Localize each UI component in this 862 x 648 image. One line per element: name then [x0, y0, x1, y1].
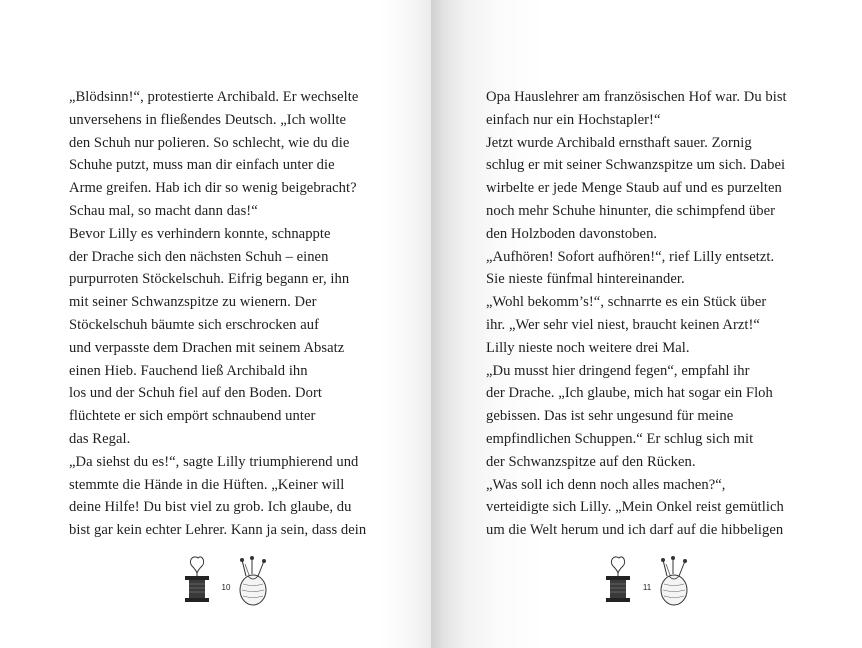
text-line: „Du musst hier dringend fegen“, empfahl ihr — [486, 362, 750, 379]
text-line: Schau mal, so macht dann das!“ — [69, 202, 258, 219]
text-line: „Blödsinn!“, protestierte Archibald. Er wechselte — [69, 89, 359, 105]
text-line: unversehens in fließendes Deutsch. „Ich wollte — [69, 111, 347, 128]
text-line: der Schwanzspitze auf den Rücken. — [486, 453, 696, 470]
text-line: Arme greifen. Hab ich dir so wenig beigebracht? — [69, 180, 357, 197]
left-page-text — [69, 86, 369, 542]
text-line: Stöckelschuh bäumte sich erschrocken auf — [69, 316, 320, 333]
text-line: wirbelte er jede Menge Staub auf und es purzelten — [486, 180, 782, 197]
page-number: 10 — [221, 583, 231, 592]
thread-spool-icon — [603, 556, 633, 606]
text-line: mit seiner Schwanzspitze zu wienern. Der — [69, 294, 317, 311]
pincushion-icon — [236, 556, 270, 606]
thread-spool-icon — [182, 556, 212, 606]
text-line: empfindlichen Schuppen.“ Er schlug sich mit — [486, 430, 754, 447]
text-line: und verpasste dem Drachen mit seinem Absatz — [69, 339, 345, 356]
text-line: „Aufhören! Sofort aufhören!“, rief Lilly entsetzt. — [486, 248, 775, 265]
text-line: „Was soll ich denn noch alles machen?“, — [486, 476, 726, 493]
text-line: Schuhe putzt, muss man dir einfach unter die — [69, 157, 335, 174]
text-line: einfach nur ein Hochstapler!“ — [486, 111, 661, 128]
text-line: Jetzt wurde Archibald ernsthaft sauer. Zornig — [486, 134, 752, 151]
text-line: ihr. „Wer sehr viel niest, braucht keinen Arzt!“ — [486, 316, 760, 333]
text-line: Opa Hauslehrer am französischen Hof war. Du bist — [486, 89, 787, 105]
text-line: gebissen. Das ist sehr ungesund für meine — [486, 408, 734, 425]
text-line: schlug er mit seiner Schwanzspitze um sich. Dabei — [486, 157, 786, 174]
right-page — [431, 0, 862, 648]
text-line: den Schuh nur polieren. So schlecht, wie du die — [69, 134, 350, 151]
pincushion-icon — [657, 556, 691, 606]
text-line: los und der Schuh fiel auf den Boden. Dort — [69, 385, 322, 402]
text-line: stemmte die Hände in die Hüften. „Keiner will — [69, 476, 345, 493]
text-line: deine Hilfe! Du bist viel zu grob. Ich glaube, du — [69, 499, 352, 516]
text-line: Lilly nieste noch weitere drei Mal. — [486, 339, 690, 356]
text-line: „Da siehst du es!“, sagte Lilly triumphierend und — [69, 453, 359, 470]
page-number: 11 — [642, 583, 652, 592]
text-line: verteidigte sich Lilly. „Mein Onkel reist gemütlich — [486, 499, 784, 516]
text-line: bist gar kein echter Lehrer. Kann ja sein, dass dein — [69, 522, 367, 539]
text-line: purpurroten Stöckelschuh. Eifrig begann er, ihn — [69, 271, 350, 288]
right-page-text — [486, 86, 806, 542]
text-line: der Drache sich den nächsten Schuh – einen — [69, 248, 329, 265]
text-line: das Regal. — [69, 430, 131, 447]
text-line: „Wohl bekomm’s!“, schnarrte es ein Stück über — [486, 294, 767, 311]
text-line: flüchtete er sich empört schnaubend unter — [69, 408, 316, 425]
text-line: noch mehr Schuhe hinunter, die schimpfend über — [486, 202, 776, 219]
text-line: Sie nieste fünfmal hintereinander. — [486, 271, 685, 288]
text-line: um die Welt herum und ich darf auf die hibbeligen — [486, 522, 784, 539]
text-line: der Drache. „Ich glaube, mich hat sogar ein Floh — [486, 385, 773, 402]
text-line: einen Hieb. Fauchend ließ Archibald ihn — [69, 362, 308, 379]
text-line: den Holzboden davonstoben. — [486, 225, 658, 242]
text-line: Bevor Lilly es verhindern konnte, schnappte — [69, 225, 331, 242]
